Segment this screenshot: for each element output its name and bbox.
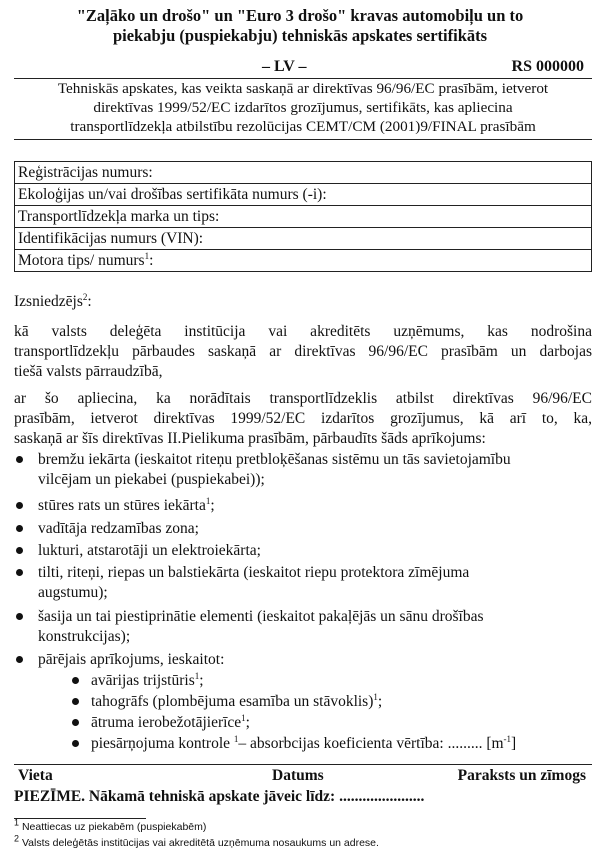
header-row [0, 58, 600, 78]
bullet-icon [16, 613, 23, 620]
bullet-icon [72, 740, 79, 747]
engine-field[interactable]: Motora tips/ numurs$^1$: [15, 250, 592, 272]
footnote-divider [14, 818, 146, 819]
title-line-1: "Zaļāko un drošo" un "Euro 3 drošo" kravas automobiļu un to [76, 6, 524, 25]
vehicle-data-table [14, 161, 592, 272]
signature-label: Paraksts un zīmogs [457, 767, 586, 784]
bullet-icon [72, 677, 79, 684]
title-line-2: piekabju (puspiekabju) tehniskās apskates sertifikāts [112, 26, 488, 45]
bullet-icon [72, 698, 79, 705]
signature-divider [14, 764, 592, 765]
vin-field[interactable]: Identifikācijas numurs (VIN): [15, 228, 592, 250]
intro-line-2: direktīvas 1999/52/EC izdarītos grozījumus, sertifikāts, kas apliecina [93, 99, 513, 116]
issuer-paragraph: kā valsts deleģēta institūcija vai akreditēts uzņēmums, kas nodrošina transportlīdzekļu pārbaudes saskaņā ar direktīvas 96/96/EC prasībām un darbojas tiešā valsts pārraudzībā, [14, 323, 592, 380]
document-title [0, 6, 600, 46]
footnote-2: $^2$ Valsts deleģētās institūcijas vai akreditētā uzņēmuma nosaukums un adrese. [14, 833, 379, 849]
certificate-number: RS 000000 [511, 58, 584, 75]
date-label: Datums [272, 767, 324, 784]
eco-certificate-field[interactable]: Ekoloģijas un/vai drošības sertifikāta numurs (-i): [15, 184, 592, 206]
intro-text [14, 79, 592, 136]
country-code: – LV – [262, 58, 307, 75]
registration-number-field[interactable]: Reģistrācijas numurs: [15, 162, 592, 184]
bullet-icon [16, 547, 23, 554]
bullet-icon [16, 525, 23, 532]
bullet-icon [16, 569, 23, 576]
bullet-icon [16, 656, 23, 663]
bottom-divider [14, 139, 592, 140]
issuer-label: Izsniedzējs$^2$: [14, 291, 92, 310]
footnote-1: $^1$ Neattiecas uz piekabēm (puspiekabēm) [14, 817, 207, 833]
bullet-icon [16, 456, 23, 463]
signature-row [14, 767, 592, 787]
bullet-icon [16, 502, 23, 509]
bullet-icon [72, 719, 79, 726]
place-label: Vieta [18, 767, 53, 784]
next-inspection-note: PIEZĪME. Nākamā tehniskā apskate jāveic līdz: ...................... [14, 788, 425, 805]
certification-paragraph: ar šo apliecina, ka norādītais transportlīdzeklis atbilst direktīvas 96/96/EC prasībām, ietverot direktīvas 1999/52/EC izdarītos grozījumus, kā arī to, ka, saskaņā ar šīs direktīvas II.Pielikuma prasībām, pārbaudīts šāds aprīkojums: [14, 390, 592, 447]
intro-line-3: transportlīdzekļa atbilstību rezolūcijas CEMT/CM (2001)9/FINAL prasībām [70, 118, 536, 135]
make-type-field[interactable]: Transportlīdzekļa marka un tips: [15, 206, 592, 228]
intro-line-1: Tehniskās apskates, kas veikta saskaņā ar direktīvas 96/96/EC prasībām, ietverot [57, 80, 549, 97]
